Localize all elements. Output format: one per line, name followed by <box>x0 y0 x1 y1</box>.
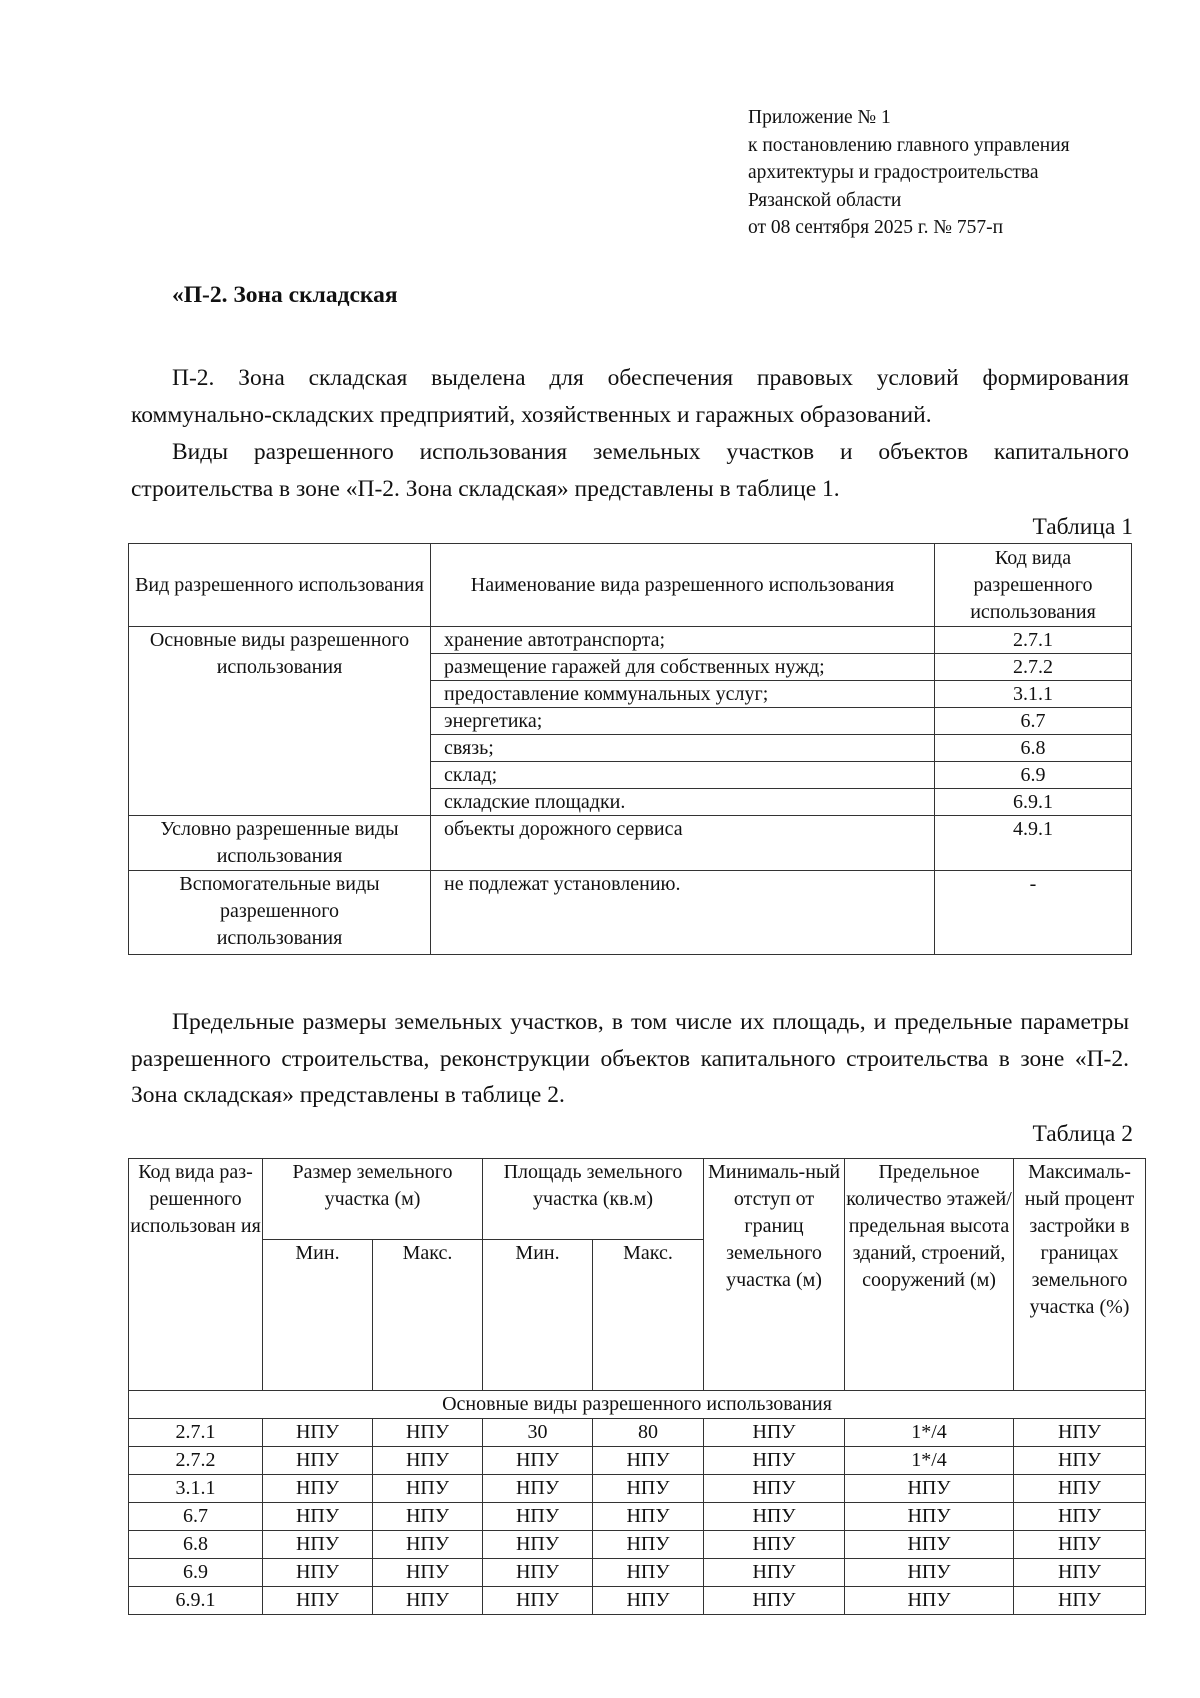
table1-cell-code: 3.1.1 <box>935 681 1132 708</box>
table2-cell: 30 <box>483 1419 593 1447</box>
table2-cell: НПУ <box>593 1531 704 1559</box>
table2-cell: НПУ <box>1014 1447 1146 1475</box>
table1-header-type: Вид разрешенного использования <box>129 544 431 627</box>
table1-cell-name: хранение автотранспорта; <box>431 627 935 654</box>
table2-cell: НПУ <box>593 1475 704 1503</box>
table2-header-row <box>129 1159 1146 1240</box>
table2-header-area-min: Мин. <box>483 1240 593 1391</box>
paragraph-table2-ref: Предельные размеры земельных участков, в том числе их площадь, и предельные параметры разрешенного строительства, реконструкции объектов капитального строительства в зоне «П-2. Зона складская» представлены в таблице 2. <box>131 1009 1129 1108</box>
table2-cell: НПУ <box>373 1419 483 1447</box>
table1-cell-code: 6.7 <box>935 708 1132 735</box>
table2-cell: НПУ <box>373 1447 483 1475</box>
table2-header-floors: Предельное количество этажей/ предельная высота зданий, строений, сооружений (м) <box>845 1159 1014 1391</box>
table2-cell: НПУ <box>704 1503 845 1531</box>
table1-cell-name: размещение гаражей для собственных нужд; <box>431 654 935 681</box>
table2-cell: НПУ <box>263 1587 373 1615</box>
table2-cell: НПУ <box>704 1475 845 1503</box>
table2-header-setback: Минималь-ный отступ от границ земельного участка (м) <box>704 1159 845 1391</box>
table2-cell: НПУ <box>483 1559 593 1587</box>
table2-cell: НПУ <box>263 1559 373 1587</box>
table2-cell: 6.7 <box>129 1503 263 1531</box>
table2-cell: НПУ <box>373 1531 483 1559</box>
appendix-line: к постановлению главного управления <box>748 134 1070 156</box>
table2-cell: НПУ <box>263 1531 373 1559</box>
table2-cell: НПУ <box>704 1419 845 1447</box>
table1-cell-code: 6.8 <box>935 735 1132 762</box>
table2-cell: НПУ <box>373 1503 483 1531</box>
table1-cell-code: 2.7.2 <box>935 654 1132 681</box>
table-row <box>129 627 1132 654</box>
table2-cell: НПУ <box>593 1587 704 1615</box>
table2-cell: НПУ <box>483 1587 593 1615</box>
table2-cell: 6.8 <box>129 1531 263 1559</box>
table1-cell-code: 4.9.1 <box>935 816 1132 871</box>
table2-cell: НПУ <box>263 1503 373 1531</box>
table1-category: Условно разрешенные виды использования <box>129 816 431 871</box>
table2-cell: НПУ <box>593 1447 704 1475</box>
appendix-line: Приложение № 1 <box>748 107 891 128</box>
table1-category: Вспомогательные виды разрешенного использования <box>129 871 431 955</box>
table2-cell: НПУ <box>263 1475 373 1503</box>
table2-category: Основные виды разрешенного использования <box>129 1391 1146 1419</box>
table2-cell: НПУ <box>373 1587 483 1615</box>
paragraph-table1-ref: Виды разрешенного использования земельных участков и объектов капитального строительства в зоне «П-2. Зона складская» представлены в таблице 1. <box>131 439 1129 502</box>
table-row <box>129 816 1132 871</box>
table1-cell-name: связь; <box>431 735 935 762</box>
table2-cell: НПУ <box>1014 1503 1146 1531</box>
table2-cell: НПУ <box>704 1559 845 1587</box>
table2-cell: НПУ <box>1014 1559 1146 1587</box>
table-row <box>129 1559 1146 1587</box>
table2-caption: Таблица 2 <box>1032 1121 1133 1147</box>
table1-cell-name: не подлежат установлению. <box>431 871 935 955</box>
table1-cell-code: 6.9 <box>935 762 1132 789</box>
table2-cell: НПУ <box>483 1531 593 1559</box>
table2-cell: НПУ <box>593 1559 704 1587</box>
appendix-line: от 08 сентября 2025 г. № 757-п <box>748 217 1004 238</box>
table2-cell: НПУ <box>1014 1587 1146 1615</box>
table2-cell: НПУ <box>1014 1419 1146 1447</box>
table2-cell: 1*/4 <box>845 1447 1014 1475</box>
table1-header-name: Наименование вида разрешенного использования <box>431 544 935 627</box>
table2-cell: НПУ <box>845 1475 1014 1503</box>
table1-header-code: Код вида разрешенного использования <box>935 544 1132 627</box>
table2-category-row <box>129 1391 1146 1419</box>
table2-header-size-min: Мин. <box>263 1240 373 1391</box>
table2-cell: 80 <box>593 1419 704 1447</box>
table1-category: Основные виды разрешенного использования <box>129 627 431 816</box>
table2-cell: НПУ <box>483 1503 593 1531</box>
table-row <box>129 1587 1146 1615</box>
table2-cell: НПУ <box>373 1475 483 1503</box>
table2-cell: НПУ <box>845 1503 1014 1531</box>
table2-cell: НПУ <box>704 1447 845 1475</box>
table1-cell-code: 2.7.1 <box>935 627 1132 654</box>
table-row <box>129 1531 1146 1559</box>
table1-header-row <box>129 544 1132 627</box>
table2-cell: 2.7.2 <box>129 1447 263 1475</box>
table-row <box>129 1503 1146 1531</box>
table1-cell-code: - <box>935 871 1132 955</box>
table2-header-size: Размер земельного участка (м) <box>263 1159 483 1240</box>
appendix-line: Рязанской области <box>748 189 902 211</box>
table2-cell: НПУ <box>263 1447 373 1475</box>
table2-cell: 6.9.1 <box>129 1587 263 1615</box>
table2-cell: НПУ <box>845 1559 1014 1587</box>
table1-cell-name: склад; <box>431 762 935 789</box>
table2-cell: НПУ <box>845 1531 1014 1559</box>
table2-header-code: Код вида раз-решенного использован ия <box>129 1159 263 1391</box>
table2-cell: 3.1.1 <box>129 1475 263 1503</box>
table2-cell: НПУ <box>704 1531 845 1559</box>
table2-header-size-max: Макс. <box>373 1240 483 1391</box>
table1 <box>128 543 1132 955</box>
table1-cell-name: объекты дорожного сервиса <box>431 816 935 871</box>
table2-cell: 2.7.1 <box>129 1419 263 1447</box>
table2-cell: НПУ <box>483 1447 593 1475</box>
table2 <box>128 1158 1146 1615</box>
table2-header-area-max: Макс. <box>593 1240 704 1391</box>
table1-cell-code: 6.9.1 <box>935 789 1132 816</box>
section-heading: «П-2. Зона складская <box>172 282 398 308</box>
table2-header-coverage: Максималь-ный процент застройки в границах земельного участка (%) <box>1014 1159 1146 1391</box>
table1-caption: Таблица 1 <box>1032 514 1133 540</box>
paragraph-intro: П-2. Зона складская выделена для обеспечения правовых условий формирования коммунально-складских предприятий, хозяйственных и гаражных образований. <box>131 365 1129 428</box>
table2-cell: 6.9 <box>129 1559 263 1587</box>
table2-cell: 1*/4 <box>845 1419 1014 1447</box>
appendix-block <box>748 104 1070 242</box>
table2-header-area: Площадь земельного участка (кв.м) <box>483 1159 704 1240</box>
table-row <box>129 1419 1146 1447</box>
table2-cell: НПУ <box>1014 1475 1146 1503</box>
table2-cell: НПУ <box>373 1559 483 1587</box>
table2-cell: НПУ <box>593 1503 704 1531</box>
table1-cell-name: складские площадки. <box>431 789 935 816</box>
table1-cell-name: энергетика; <box>431 708 935 735</box>
table2-cell: НПУ <box>263 1419 373 1447</box>
table-row <box>129 1447 1146 1475</box>
table2-cell: НПУ <box>845 1587 1014 1615</box>
table2-cell: НПУ <box>483 1475 593 1503</box>
appendix-line: архитектуры и градостроительства <box>748 162 1039 183</box>
table2-cell: НПУ <box>704 1587 845 1615</box>
table-row <box>129 1475 1146 1503</box>
table1-cell-name: предоставление коммунальных услуг; <box>431 681 935 708</box>
table2-cell: НПУ <box>1014 1531 1146 1559</box>
table-row <box>129 871 1132 955</box>
